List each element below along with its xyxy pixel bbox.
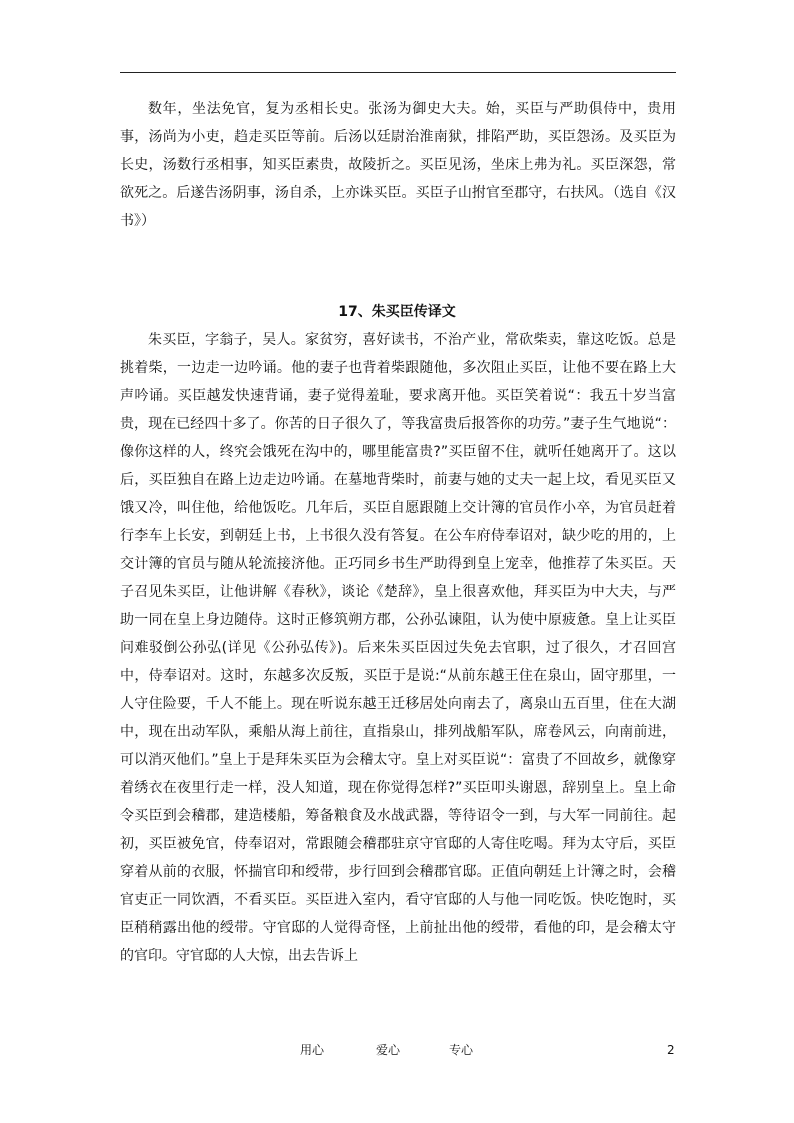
footer-motto-3: 专心 <box>449 1043 474 1057</box>
paragraph-translation: 朱买臣，字翁子，吴人。家贫穷，喜好读书，不治产业，常砍柴卖，靠这吃饭。总是挑着柴，一边走一边吟诵。他的妻子也背着柴跟随他，多次阻止买臣，让他不要在路上大声吟诵。买臣越发快速背诵，妻子觉得羞耻，要求离开他。买臣笑着说“：我五十岁当富贵，现在已经四十多了。你苦的日子很久了，等我富贵后报答你的功劳。”妻子生气地说“：像你这样的人，终究会饿死在沟中的，哪里能富贵?”买臣留不住，就听任她离开了。这以后，买臣独自在路上边走边吟诵。在墓地背柴时，前妻与她的丈夫一起上坟，看见买臣又饿又冷，叫住他，给他饭吃。几年后，买臣自愿跟随上交计簿的官员作小卒，为官员赶着行李车上长安，到朝廷上书，上书很久没有答复。在公车府侍奉诏对，缺少吃的用的，上交计簿的官员与随从轮流接济他。正巧同乡书生严助得到皇上宠幸，他推荐了朱买臣。天子召见朱买臣，让他讲解《春秋》，谈论《楚辞》，皇上很喜欢他，拜买臣为中大夫，与严助一同在皇上身边随侍。这时正修筑朔方郡，公孙弘谏阻，认为使中原疲惫。皇上让买臣问难驳倒公孙弘(详见《公孙弘传》)。后来朱买臣因过失免去官职，过了很久，才召回宫中，侍奉诏对。这时，东越多次反叛，买臣于是说:“从前东越王住在泉山，固守那里，一人守住险要，千人不能上。现在听说东越王迁移居处向南去了，离泉山五百里，住在大湖中，现在出动军队，乘船从海上前往，直指泉山，排列战船军队，席卷风云，向南前进，可以消灭他们。”皇上于是拜朱买臣为会稽太守。皇上对买臣说“：富贵了不回故乡，就像穿着绣衣在夜里行走一样，没人知道，现在你觉得怎样?”买臣叩头谢恩，辞别皇上。皇上命令买臣到会稽郡，建造楼船，筹备粮食及水战武器，等待诏令一到，与大军一同前往。起初，买臣被免官，侍奉诏对，常跟随会稽郡驻京守官邸的人寄住吃喝。拜为太守后，买臣穿着从前的衣服，怀揣官印和绶带，步行回到会稽郡官邸。正值向朝廷上计簿之时，会稽官吏正一同饮酒，不看买臣。买臣进入室内，看守官邸的人与他一同吃饭。快吃饱时，买臣稍稍露出他的绶带。守官邸的人觉得奇怪，上前扯出他的绶带，看他的印，是会稽太守的官印。守官邸的人大惊，出去告诉上 <box>120 332 676 964</box>
text-block-main <box>120 326 676 970</box>
footer-motto-1: 用心 <box>300 1043 325 1057</box>
paragraph-top: 数年，坐法免官，复为丞相长史。张汤为御史大夫。始，买臣与严助俱侍中，贵用事，汤尚为小吏，趋走买臣等前。后汤以廷尉治淮南狱，排陷严助，买臣怨汤。及买臣为长史，汤数行丞相事，知买臣素贵，故陵折之。买臣见汤，坐床上弗为礼。买臣深怨，常欲死之。后遂告汤阴事，汤自杀，上亦诛买臣。买臣子山拊官至郡守，右扶风。（选自《汉书》） <box>120 101 676 229</box>
text-block-top <box>120 95 676 235</box>
page-number: 2 <box>667 1043 675 1057</box>
header-rule <box>120 72 676 73</box>
section-title: 17、朱买臣传译文 <box>338 304 456 320</box>
page-footer <box>0 1040 794 1060</box>
footer-motto-2: 爱心 <box>376 1043 401 1057</box>
